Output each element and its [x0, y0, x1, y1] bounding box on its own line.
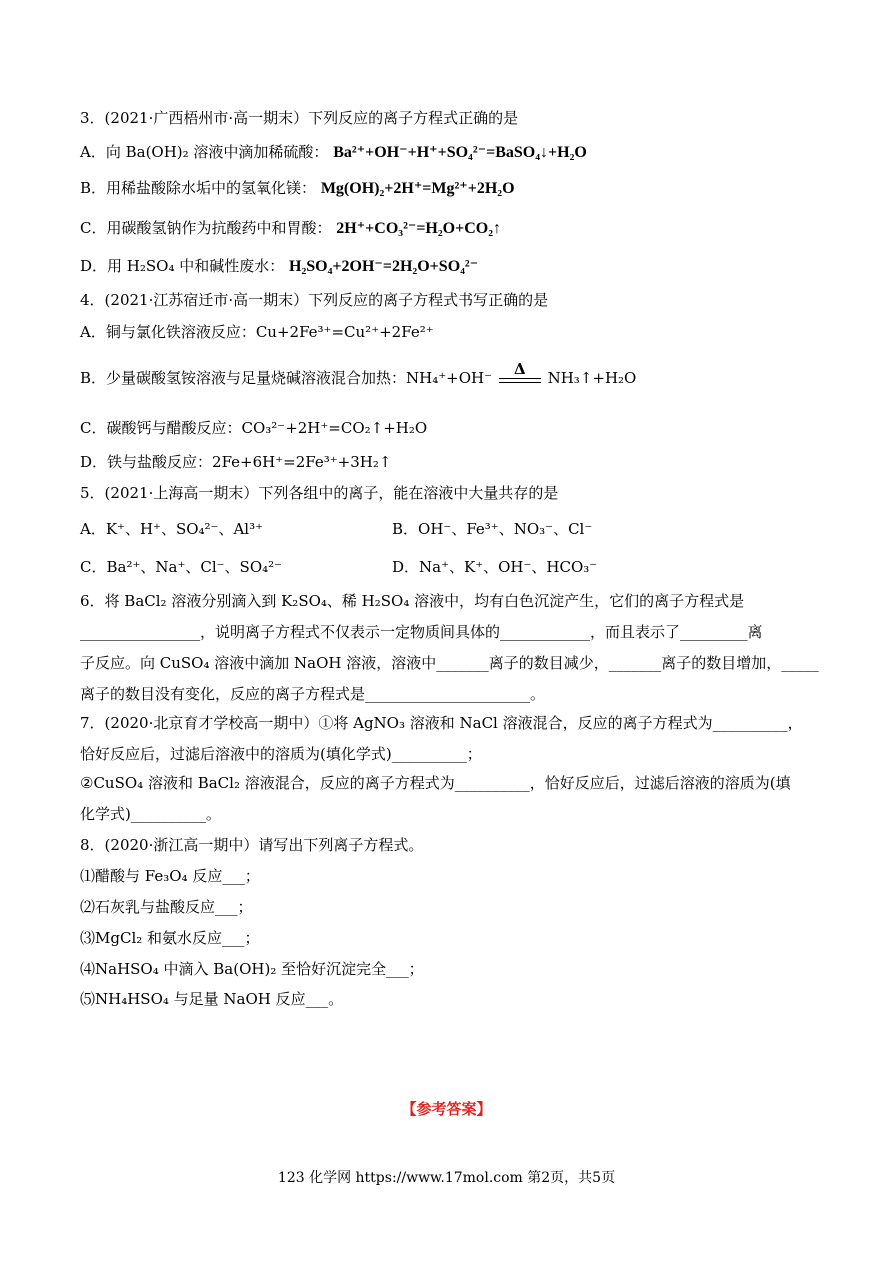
q8-item-3: ⑶MgCl₂ 和氨水反应___； [80, 929, 260, 947]
q6-line-2: ________________，说明离子方程式不仅表示一定物质间具体的____________，而且表示了_________离 [80, 623, 763, 641]
q3-b-text: B．用稀盐酸除水垢中的氢氧化镁： [80, 179, 317, 197]
q4-option-c: C．碳酸钙与醋酸反应：CO₃²⁻+2H⁺=CO₂↑+H₂O [80, 419, 428, 437]
q3-d-text: D．用 H₂SO₄ 中和碱性废水： [80, 257, 285, 275]
q8-stem: 8．(2020·浙江高一期中）请写出下列离子方程式。 [80, 836, 424, 854]
q3-option-b [80, 177, 515, 200]
q3-a-text: A．向 Ba(OH)₂ 溶液中滴加稀硫酸： [80, 143, 329, 161]
q7-line-4: 化学式)__________。 [80, 805, 221, 823]
q3-option-d [80, 255, 478, 278]
q7-line-1: 7．(2020·北京育才学校高一期中）①将 AgNO₃ 溶液和 NaCl 溶液混合，反应的离子方程式为__________， [80, 714, 803, 732]
q3-d-equation: H₂SO₄+2OH⁻=2H₂O+SO₄²⁻ [289, 258, 479, 275]
q3-stem: 3．(2021·广西梧州市·高一期末）下列反应的离子方程式正确的是 [80, 109, 519, 127]
q4-b-products: NH₃↑+H₂O [547, 369, 637, 387]
q5-option-d: D．Na⁺、K⁺、OH⁻、HCO₃⁻ [392, 558, 598, 576]
q6-line-3: 子反应。向 CuSO₄ 溶液中滴加 NaOH 溶液，溶液中_______离子的数目减少，_______离子的数目增加，_____ [80, 654, 819, 672]
q6-line-1: 6．将 BaCl₂ 溶液分别滴入到 K₂SO₄、稀 H₂SO₄ 溶液中，均有白色沉淀产生，它们的离子方程式是 [80, 592, 745, 610]
page-footer: 123 化学网 https://www.17mol.com 第2页，共5页 [277, 1170, 616, 1186]
heating-arrow [499, 360, 541, 390]
q3-b-equation: Mg(OH)₂+2H⁺=Mg²⁺+2H₂O [320, 180, 515, 197]
q8-item-1: ⑴醋酸与 Fe₃O₄ 反应___； [80, 867, 260, 885]
q8-item-2: ⑵石灰乳与盐酸反应___； [80, 898, 253, 916]
q5-option-b: B．OH⁻、Fe³⁺、NO₃⁻、Cl⁻ [392, 520, 593, 538]
q4-option-a: A．铜与氯化铁溶液反应：Cu+2Fe³⁺=Cu²⁺+2Fe²⁺ [80, 323, 434, 341]
q7-line-3: ②CuSO₄ 溶液和 BaCl₂ 溶液混合，反应的离子方程式为__________，恰好反应后，过滤后溶液的溶质为(填 [80, 774, 791, 792]
q3-option-c [80, 217, 501, 240]
q3-a-equation: Ba²⁺+OH⁻+H⁺+SO₄²⁻=BaSO₄↓+H₂O [333, 144, 587, 161]
q3-option-a [80, 141, 587, 164]
q4-b-text: B．少量碳酸氢铵溶液与足量烧碱溶液混合加热：NH₄⁺+OH⁻ [80, 369, 493, 387]
q7-line-2: 恰好反应后，过滤后溶液中的溶质为(填化学式)__________； [80, 745, 482, 763]
heating-symbol: Δ [513, 360, 526, 378]
q3-c-equation: 2H⁺+CO₃²⁻=H₂O+CO₂↑ [336, 220, 502, 237]
q5-option-c: C．Ba²⁺、Na⁺、Cl⁻、SO₄²⁻ [80, 558, 283, 576]
q4-option-d: D．铁与盐酸反应：2Fe+6H⁺=2Fe³⁺+3H₂↑ [80, 453, 392, 471]
q5-option-a: A．K⁺、H⁺、SO₄²⁻、Al³⁺ [80, 520, 264, 538]
q8-item-4: ⑷NaHSO₄ 中滴入 Ba(OH)₂ 至恰好沉淀完全___； [80, 960, 424, 978]
q3-c-text: C．用碳酸氢钠作为抗酸药中和胃酸： [80, 219, 332, 237]
answer-header: 【参考答案】 [401, 1100, 492, 1118]
q6-line-4: 离子的数目没有变化，反应的离子方程式是______________________。 [80, 685, 546, 703]
q8-item-5: ⑸NH₄HSO₄ 与足量 NaOH 反应___。 [80, 990, 344, 1008]
q4-stem: 4．(2021·江苏宿迁市·高一期末）下列反应的离子方程式书写正确的是 [80, 291, 549, 309]
q4-option-b [80, 360, 637, 390]
q5-stem: 5．(2021·上海高一期末）下列各组中的离子，能在溶液中大量共存的是 [80, 484, 559, 502]
